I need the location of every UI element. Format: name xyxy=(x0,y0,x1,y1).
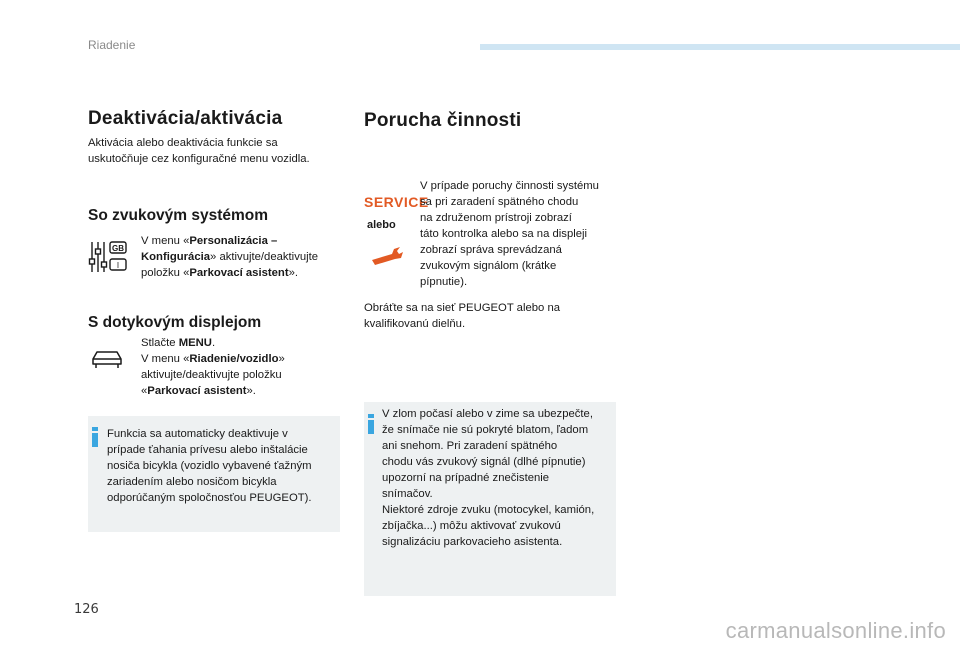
settings-sliders-icon xyxy=(88,240,130,279)
page-number: 126 xyxy=(74,602,99,617)
right-title: Porucha činnosti xyxy=(364,110,522,131)
section-label: Riadenie xyxy=(88,38,136,52)
watermark: carmanualsonline.info xyxy=(725,618,946,643)
left-note-box xyxy=(88,416,340,532)
touch-subtitle: S dotykovým displejom xyxy=(88,314,262,331)
info-icon xyxy=(92,427,98,447)
right-note-text: V zlom počasí alebo v zime sa ubezpečte, že snímače nie sú pokryté blatom, ľadom ani snehom. Pri zaradení spätného chodu vás zvukový signál (dlhé pípnutie) upozorní na prípadné znečistenie snímačov. Niektoré zdroje zvuku (motocykel, kamión, zbíjačka...) môžu aktivovať zvukovú signalizáciu parkovacieho asistenta. xyxy=(382,408,595,548)
car-icon xyxy=(90,348,124,375)
info-icon xyxy=(368,414,374,434)
left-intro: Aktivácia alebo deaktivácia funkcie sa uskutočňuje cez konfiguračné menu vozidla. xyxy=(88,137,310,165)
audio-subtitle: So zvukovým systémom xyxy=(88,207,269,224)
audio-instructions: V menu «Personalizácia – Konfigurácia» aktivujte/deaktivujte položku «Parkovací asistent». xyxy=(141,235,319,279)
svg-text:I: I xyxy=(116,261,120,270)
svg-text:GB: GB xyxy=(112,244,124,253)
alebo-label: alebo xyxy=(367,219,396,231)
right-note-box xyxy=(364,402,616,596)
left-note-text: Funkcia sa automaticky deaktivuje v prípade ťahania prívesu alebo inštalácie nosiča bicykla (vozidlo vybavené ťažným zariadením alebo nosičom bicykla odporúčaným spoločnosťou PEUGEOT). xyxy=(107,428,312,504)
service-warning-icon: SERVICE xyxy=(364,194,429,210)
contact-text: Obráťte sa na sieť PEUGEOT alebo na kvalifikovanú dielňu. xyxy=(364,302,561,330)
fault-description: V prípade poruchy činnosti systému sa pri zaradení spätného chodu na združenom prístroji zobrazí táto kontrolka alebo sa na displeji zobrazí správa sprevádzaná zvukovým signálom (krátke pípnutie). xyxy=(420,180,599,288)
touch-instructions: Stlačte MENU. V menu «Riadenie/vozidlo» aktivujte/deaktivujte položku «Parkovací asistent». xyxy=(141,337,285,397)
left-title: Deaktivácia/aktivácia xyxy=(88,108,283,129)
header-bar xyxy=(480,44,960,50)
wrench-icon xyxy=(370,246,406,271)
